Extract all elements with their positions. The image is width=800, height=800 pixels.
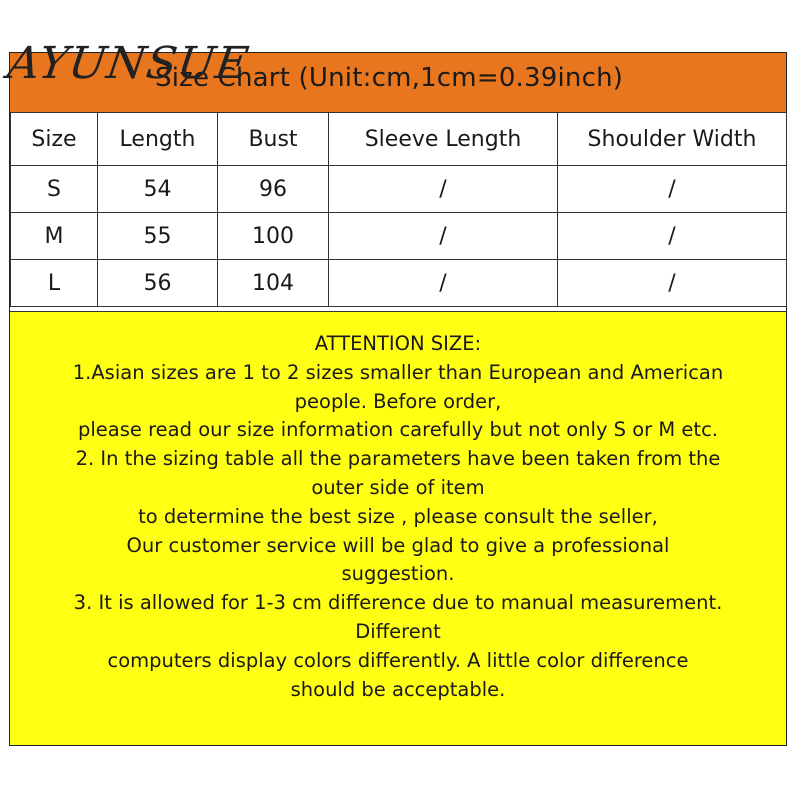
- table-cell: /: [329, 260, 558, 307]
- table-cell: 55: [98, 213, 218, 260]
- table-cell: /: [558, 213, 787, 260]
- table-cell: /: [329, 166, 558, 213]
- table-cell: 96: [218, 166, 329, 213]
- notice-line: outer side of item: [311, 475, 485, 499]
- notice-line: 2. In the sizing table all the parameters have been taken from the: [75, 447, 721, 471]
- table-cell: /: [329, 213, 558, 260]
- table-cell: L: [11, 260, 98, 307]
- column-header-sleeve-length: Sleeve Length: [329, 113, 558, 166]
- table-row: [11, 260, 787, 307]
- size-table: [10, 112, 787, 307]
- notice-line: please read our size information carefully but not only S or M etc.: [78, 418, 718, 442]
- table-cell: 100: [218, 213, 329, 260]
- notice-line: people. Before order,: [294, 389, 502, 413]
- table-cell: /: [558, 260, 787, 307]
- column-header-size: Size: [11, 113, 98, 166]
- notice-line: computers display colors differently. A little color difference: [107, 648, 689, 672]
- notice-line: to determine the best size , please consult the seller,: [138, 504, 658, 528]
- notice-line: suggestion.: [341, 562, 455, 586]
- notice-text-block: [10, 312, 786, 704]
- table-cell: S: [11, 166, 98, 213]
- attention-notice: [10, 311, 786, 745]
- table-row: [11, 166, 787, 213]
- notice-line: Our customer service will be glad to give a professional: [126, 533, 670, 557]
- column-header-bust: Bust: [218, 113, 329, 166]
- notice-line: 1.Asian sizes are 1 to 2 sizes smaller than European and American: [72, 360, 724, 384]
- table-cell: /: [558, 166, 787, 213]
- notice-line: should be acceptable.: [290, 677, 506, 701]
- table-cell: 56: [98, 260, 218, 307]
- table-cell: M: [11, 213, 98, 260]
- table-cell: 104: [218, 260, 329, 307]
- table-header-row: [11, 113, 787, 166]
- table-cell: 54: [98, 166, 218, 213]
- brand-logo: AYUNSUE: [4, 38, 253, 89]
- notice-line: 3. It is allowed for 1-3 cm difference due to manual measurement.: [73, 591, 723, 615]
- table-row: [11, 213, 787, 260]
- notice-line: Different: [355, 619, 441, 643]
- column-header-length: Length: [98, 113, 218, 166]
- notice-heading: ATTENTION SIZE:: [314, 332, 482, 355]
- size-chart-title: Size Chart (Unit:cm,1cm=0.39inch): [155, 63, 624, 93]
- column-header-shoulder-width: Shoulder Width: [558, 113, 787, 166]
